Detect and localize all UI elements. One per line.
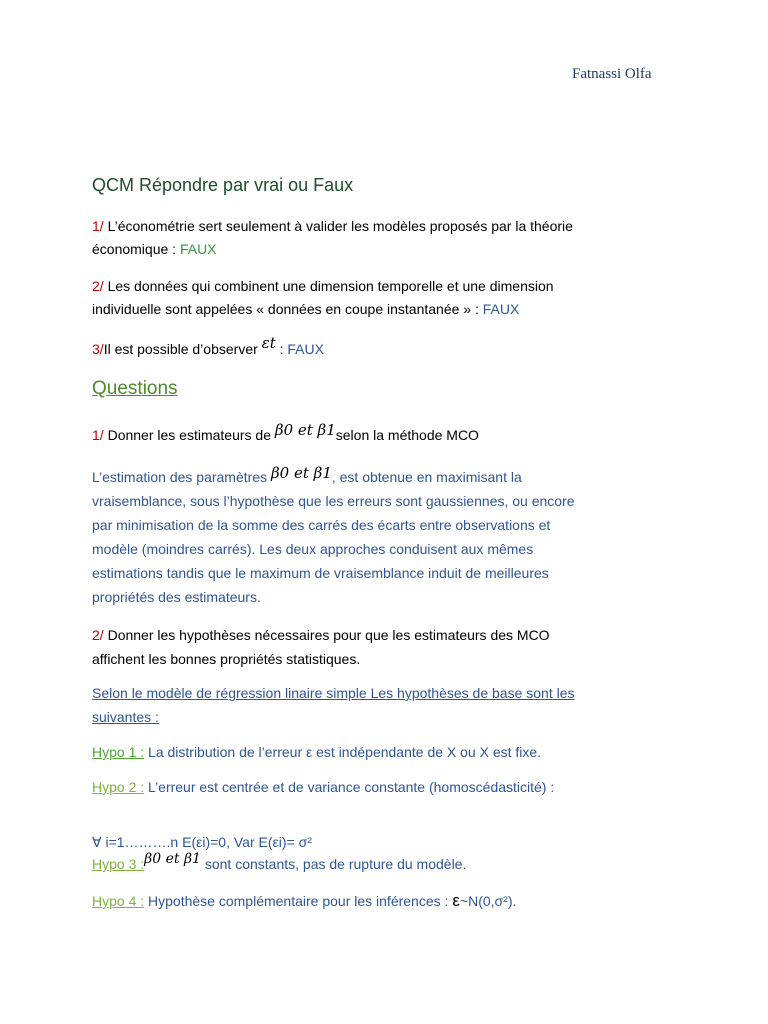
question-number: 1/: [92, 427, 104, 443]
answer-text: estimations tandis que le maximum de vraisemblance induit de meilleures: [92, 565, 549, 581]
hypothesis-label: Hypo 2 :: [92, 779, 145, 795]
hypothesis-4: [92, 889, 682, 913]
qcm-text: Les données qui combinent une dimension temporelle et une dimension: [103, 278, 554, 294]
qcm-item-3: [92, 334, 682, 361]
qcm-text: Il est possible d’observer: [103, 341, 262, 357]
qcm-text: L’économétrie sert seulement à valider les modèles proposés par la théorie: [103, 218, 573, 234]
hypothesis-text: Hypothèse complémentaire pour les inférences :: [144, 893, 453, 909]
qcm-title: QCM Répondre par vrai ou Faux: [92, 175, 354, 195]
hypothesis-formula: ∀ i=1……….n E(εi)=0, Var E(εi)= σ²: [92, 834, 312, 850]
answer-text: vraisemblance, sous l’hypothèse que les erreurs sont gaussiennes, ou encore: [92, 493, 575, 509]
beta-math: β0 et β1: [270, 464, 332, 482]
hypothesis-label: Hypo 3 :: [92, 856, 145, 872]
answer-text: Selon le modèle de régression linaire simple Les hypothèses de base sont les: [92, 685, 575, 701]
qcm-text: économique :: [92, 241, 180, 257]
answer-text: modèle (moindres carrés). Les deux approches conduisent aux mêmes: [92, 541, 534, 557]
answer-text: par minimisation de la somme des carrés des écarts entre observations et: [92, 517, 551, 533]
qcm-answer: FAUX: [482, 301, 520, 317]
answer-text: , est obtenue en maximisant la: [331, 469, 522, 485]
qcm-answer: FAUX: [287, 341, 324, 357]
hypothesis-text: L’erreur est centrée et de variance constante (homoscédasticité) :: [144, 779, 555, 795]
epsilon-t-math: εt: [261, 334, 276, 352]
epsilon-symbol: ε: [452, 891, 460, 910]
qcm-number: 1/: [92, 218, 104, 234]
hypothesis-1: [92, 741, 682, 764]
qcm-answer: FAUX: [179, 241, 217, 257]
qcm-text: individuelle sont appelées « données en coupe instantanée » :: [92, 301, 483, 317]
question-text: Donner les estimateurs de: [103, 427, 275, 443]
beta-math: β0 et β1: [144, 851, 201, 867]
question-1: [92, 421, 682, 447]
qcm-item-1: [92, 215, 682, 261]
hypothesis-3: [92, 853, 682, 877]
answer-text: propriétés des estimateurs.: [92, 589, 261, 605]
answer-text: L’estimation des paramètres: [92, 469, 271, 485]
author-name: Fatnassi Olfa: [572, 66, 652, 82]
question-text: Donner les hypothèses nécessaires pour que les estimateurs des MCO: [103, 627, 550, 643]
question-text: selon la méthode MCO: [335, 427, 479, 443]
qcm-number: 3/: [92, 341, 104, 357]
answer-text: suivantes :: [92, 709, 159, 725]
hypothesis-text: sont constants, pas de rupture du modèle.: [200, 856, 467, 872]
hypothesis-text: ~N(0,σ²).: [459, 893, 517, 909]
questions-heading: Questions: [92, 378, 178, 399]
qcm-number: 2/: [92, 278, 104, 294]
question-text: affichent les bonnes propriétés statistiques.: [92, 651, 361, 667]
qcm-item-2: [92, 275, 682, 321]
qcm-text: :: [275, 341, 288, 357]
beta-math: β0 et β1: [274, 421, 336, 439]
hypothesis-label: Hypo 1 :: [92, 744, 145, 760]
answer-2-intro: [92, 681, 682, 729]
question-2: [92, 623, 682, 671]
hypothesis-text: La distribution de l’erreur ε est indépendante de X ou X est fixe.: [144, 744, 542, 760]
hypothesis-label: Hypo 4 :: [92, 893, 145, 909]
hypothesis-2: [92, 776, 682, 799]
question-number: 2/: [92, 627, 104, 643]
answer-1: [92, 465, 682, 609]
